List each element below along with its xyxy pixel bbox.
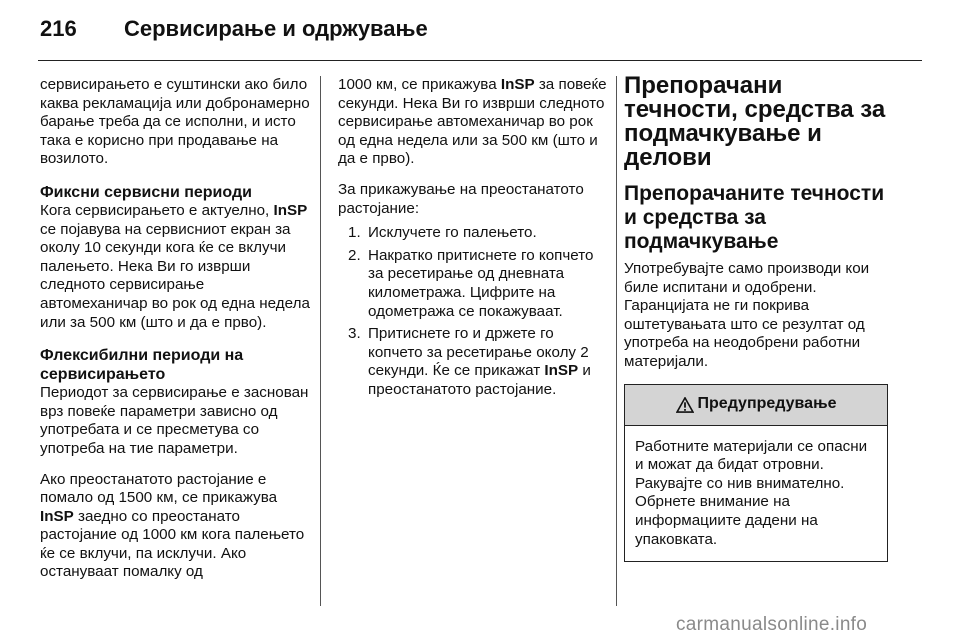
warning-triangle-icon	[676, 397, 694, 413]
warning-header	[625, 385, 887, 426]
list-item	[338, 325, 610, 399]
fixed-periods-heading: Фиксни сервисни периоди	[40, 183, 252, 201]
display-intro: За прикажување на преостанатото растојание:	[338, 180, 584, 217]
text-span: се појавува на сервисниот екран за околу 10 секунди кога ќе се вклучи палењето. Нека Ви го изврши следното сервисирање автомеханичар во рок од една недела или за 500 км (што и да е прво).	[40, 220, 310, 331]
list-item	[338, 224, 610, 243]
text-span: за повеќе секунди. Нека Ви го изврши следното сервисирање автомеханичар во рок од една недела или за 500 км (што и да е прво).	[338, 76, 607, 168]
column-divider-2	[616, 76, 617, 606]
insp-label: InSP	[40, 507, 74, 525]
page-header	[0, 0, 960, 62]
warning-title: Предупредување	[697, 395, 837, 413]
insp-label: InSP	[273, 201, 308, 219]
warning-box	[624, 384, 888, 563]
fluids-paragraph: Употребувајте само производи кои биле испитани и одобрени. Гаранцијата не ги покрива оштетувањата што се резултат од употреба на неодобрени работни материјали.	[624, 260, 870, 370]
column-3	[624, 72, 902, 562]
warning-text: Работните материјали се опасни и можат да бидат отровни. Ракувајте со нив внимателно. Обрнете внимание на информациите дадени на упаковката.	[635, 437, 868, 548]
list-item	[338, 247, 610, 321]
page-number: 216	[40, 16, 77, 41]
column-2	[338, 76, 610, 404]
flexible-periods-heading: Флексибилни периоди на сервисирањето	[40, 347, 244, 384]
intro-paragraph: сервисирањето е суштински ако било каква рекламација или добронамерно барање треба да се исполни, и исто така е корисно при продавање на возилото.	[40, 76, 310, 168]
text-span: 1000 км, се прикажува	[338, 76, 501, 93]
subsection-heading: Препорачаните течности и средства за подмачкување	[624, 182, 885, 253]
step-text: Притиснете го и држете го копчето за ресетирање околу 2 секунди. Ќе се прикажат	[368, 325, 589, 380]
fixed-periods-paragraph	[40, 202, 312, 332]
step-number: 3.	[348, 325, 361, 343]
step-text: Исклучете го палењето.	[368, 224, 537, 242]
step-text: Накратко притиснете го копчето за ресетирање од дневната километража. Цифрите на одометража се покажуваат.	[368, 246, 594, 320]
text-span: Ако преостанатото растојание е помало од 1500 км, се прикажува	[40, 470, 278, 507]
watermark: carmanualsonline.info	[676, 614, 868, 635]
flexible-periods-paragraph: Периодот за сервисирање е заснован врз повеќе параметри зависно од употребата и се пресметува со употреба на тие параметри.	[40, 384, 309, 457]
insp-label: InSP	[500, 76, 535, 93]
step-number: 1.	[348, 224, 361, 242]
column-1	[40, 76, 312, 582]
page-title: Сервисирање и одржување	[124, 16, 428, 41]
section-heading: Препорачани течности, средства за подмачкување и делови	[624, 72, 886, 171]
insp-label: InSP	[544, 362, 579, 380]
remaining-distance-paragraph	[40, 471, 312, 583]
steps-list	[338, 224, 610, 399]
step-number: 2.	[348, 246, 361, 264]
text-span: заедно со преостанато растојание од 1000 км кога палењето ќе се вклучи, па исклучи. Ако остануваат помалку од	[40, 507, 305, 581]
column-divider-1	[320, 76, 321, 606]
text-span: Кога сервисирањето е актуелно,	[40, 201, 274, 219]
step-text: и преостанатото растојание.	[368, 362, 591, 398]
header-divider	[38, 60, 922, 61]
continued-paragraph	[338, 76, 610, 169]
